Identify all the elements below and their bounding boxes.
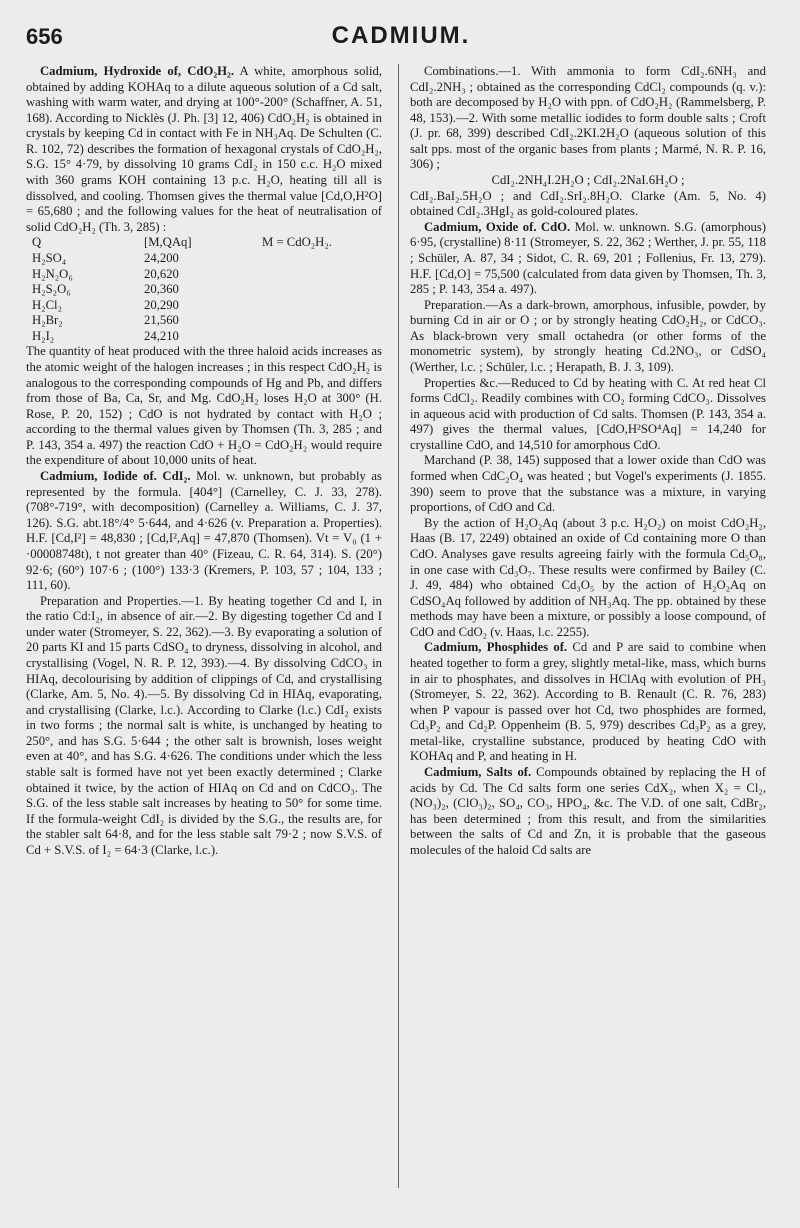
formula-line: CdI₂.2NH₄I.2H₂O ; CdI₂.2NaI.6H₂O ;: [491, 173, 685, 188]
entry-text: Cd and P are said to combine when heated together to form a grey, slightly metal-like, mass, which burns in air to phosphates, and dissolves in HClAq with evolution of PH₃ (Stromeyer, S. 22, 362). According to B. Renault (C. R. 76, 283) when P vapour is passed over hot Cd, two phosphides are formed, Cd₃P₂ and Cd₂P. Oppenheim (B. 5, 979) describes Cd₃P₂ as a grey, metal-like, crystalline substance, produced by heating CdO with KOHAq and P, and heating in H.: [410, 640, 766, 764]
paragraph: By the action of H₂O₂Aq (about 3 p.c. H₂O₂) on moist CdO₂H₂, Haas (B. 17, 2249) obtained an oxide of Cd containing more O than CdO. Analyses gave results agreeing fairly with the formula Cd₅O₈, in one case with Cd₃O₇. These results were confirmed by Bailey (C. J. 49, 484) who obtained Cd₃O₅ by the action of H₂O₂Aq on CdSO₄Aq followed by addition of NH₃Aq. The pp. obtained by these methods may have been a mixture, or possibly a loose compound, of CdO and CdO₂ (v. Haas, l.c. 2255).: [410, 515, 766, 639]
table-header: M = CdO₂H₂.: [262, 235, 332, 250]
table-row: [26, 298, 382, 314]
entry-text: Mol. w. unknown. S.G. (amorphous) 6·95, (crystalline) 8·11 (Stromeyer, S. 22, 362 ; Werther, J. pr. 55, 118 ; Schüler, A. 87, 34 ; Sidot, C. R. 69, 201 ; Follenius, Fr. 13, 279). H.F. [Cd,O] = 75,500 (calculated from data given by Thomsen, Th. 3, 285 ; P. 143, 354 a. 497).: [410, 219, 766, 297]
table-row: [26, 267, 382, 283]
paragraph: The quantity of heat produced with the three haloid acids increases as the atomic weight of the halogen increases ; in this respect CdO₂H₂ is analogous to the corresponding compounds of Hg and Pb, and differs from those of Ba, Ca, Sr, and Mg. CdO₂H₂ loses H₂O at 300° (H. Rose, P. 20, 152) ; CdO is not hydrated by contact with H₂O ; according to the thermal values given by Thomsen (Th. 3, 285 ; and P. 143, 354 a. 497) the reaction CdO + H₂O = CdO₂H₂ would require the expenditure of about 10,000 units of heat.: [26, 344, 382, 468]
entry-text: A white, amorphous solid, obtained by adding KOHAq to a dilute aqueous solution of a Cd salt, washing with warm water, and drying at 100°-200° (Schaffner, A. 51, 168). According to Nicklès (J. Ph. [3] 12, 406) CdO₂H₂ is obtained in crystals by keeping Cd in contact with Fe in NH₃Aq. De Schulten (C. R. 102, 72) describes the formation of hexagonal crystals of CdO₂H₂, S.G. 15° 4·79, by dissolving 10 grams CdI₂ in 150 c.c. H₂O mixed with 360 grams KOH containing 13 p.c. H₂O, heating till all is dissolved, and cooling. Thomsen gives the thermal value [Cd,O,H²O] = 65,680 ; and the following values for the heat of neutralisation of solid CdO₂H₂ (Th. 3, 285) :: [26, 64, 383, 234]
table-cell: H₂Br₂: [32, 313, 63, 328]
paragraph: Marchand (P. 38, 145) supposed that a lower oxide than CdO was formed when CdC₂O₄ was heated ; but Vogel's experiments (J. 1855. 390) seem to prove that the substance was a mixture, in varying proportions, of CdO and Cd.: [410, 453, 766, 515]
page-header: [26, 20, 776, 54]
table-cell: 24,210: [144, 328, 179, 343]
table-header: [M,QAq]: [144, 235, 192, 250]
entry-oxide: [410, 220, 766, 298]
entry-text: Compounds obtained by replacing the H of acids by Cd. The Cd salts form one series CdX₂, when X₂ = Cl₂, (NO₃)₂, (ClO₃)₂, SO₄, CO₃, HPO₄, &c. The V.D. of one salt, CdBr₂, has been determined ; from this result, and from the similarities between the salts of Cd and Zn, it is probable that the gaseous molecules of the haloid Cd salts are: [410, 765, 766, 857]
table-cell: H₂N₂O₆: [32, 266, 73, 281]
headword: Cadmium, Hydroxide of, CdO₂H₂.: [40, 64, 234, 78]
entry-phosphides: [410, 640, 766, 765]
neutralisation-table: [26, 235, 382, 344]
paragraph: CdI₂.BaI₂.5H₂O ; and CdI₂.SrI₂.8H₂O. Clarke (Am. 5, No. 4) obtained CdI₂.3HgI₂ as gold-coloured plates.: [410, 188, 766, 219]
table-header: Q: [32, 235, 42, 250]
page-number: 656: [26, 24, 63, 49]
table-header-row: [26, 235, 382, 251]
table-cell: 20,620: [144, 266, 179, 281]
entry-hydroxide: [26, 64, 382, 235]
table-cell: H₂Cl₂: [32, 297, 62, 312]
headword: Cadmium, Salts of.: [424, 765, 532, 780]
column-divider: [398, 64, 399, 1188]
paragraph: Preparation.—As a dark-brown, amorphous, infusible, powder, by burning Cd in air or O ; or by strongly heating CdO₂H₂, or CdCO₃. As black-brown very small octahedra (or other forms of the monometric system), by strongly heating Cd.2NO₃, or CdSO₄ (Werther, l.c. ; Schüler, l.c. ; Herapath, B. J. 3, 109).: [410, 297, 766, 374]
table-cell: H₂SO₄: [32, 250, 67, 265]
headword: Cadmium, Iodide of. CdI₂.: [40, 469, 191, 484]
entry-iodide: [26, 469, 382, 594]
entry-text: Mol. w. unknown, but probably as represented by the formula. [404°] (Carnelley, C. J. 33, 278). (708°-719°, with decomposition) (Carnelley a. Williams, C. J. 37, 126). S.G. abt.18°/4° 5·644, and 4·626 (v. Preparation a. Properties). H.F. [Cd,I²] = 48,830 ; [Cd,I²,Aq] = 47,870 (Thomsen). Vt = V₀ (1 + ·00008748t), t not greater than 40° (Fizeau, C. R. 64, 314). S. (20°) 92·6; (60°) 107·6 ; (100°) 133·3 (Kremers, P. 103, 57 ; 104, 133 ; 111, 60).: [26, 469, 382, 593]
paragraph: Preparation and Properties.—1. By heating together Cd and I, in the ratio Cd:I₂, in absence of air.—2. By digesting together Cd and I under water (Stromeyer, S. 22, 362).—3. By evaporating a solution of 20 parts KI and 15 parts CdSO₄ to dryness, dissolving in alcohol, and crystallising (Vogel, N. R. P. 12, 393).—4. By dissolving CdCO₃ in HIAq, decolourising by addition of clippings of Cd, and crystallising (Clarke, Am. 5, No. 4).—5. By dissolving Cd in HIAq, evaporating, and crystallising (Clarke, l.c.). According to Clarke (l.c.) CdI₂ exists in two forms ; the normal salt is white, is unchanged by heating to 250°, and has S.G. 5·644 ; the other salt is brownish, loses weight even at 40°, and has S.G. 4·626. The conditions under which the less stable salt is formed have not yet been exactly determined ; Clarke obtained it twice, by the action of HIAq on Cd and on CdCO₃. The S.G. of the less stable salt increases by heating to 50° for some time. If the formula-weight CdI₂ is divided by the S.G., the results are, for the stabler salt 64·8, and for the less stable salt 79·2 ; now S.V.S. of Cd + S.V.S. of I₂ = 64·3 (Clarke, l.c.).: [26, 593, 382, 857]
table-row: [26, 313, 382, 329]
table-row: [26, 329, 382, 345]
table-cell: 24,200: [144, 250, 179, 265]
entry-salts: [410, 765, 766, 858]
table-row: [26, 251, 382, 267]
table-cell: 21,560: [144, 313, 179, 328]
left-column: [26, 64, 382, 858]
paragraph: Properties &c.—Reduced to Cd by heating with C. At red heat Cl forms CdCl₂. Readily combines with CO₂ forming CdCO₃. Dissolves in aqueous acid with production of Cd salts. Thomsen (P. 143, 354 a. 497) gives the thermal values, [CdO,H²SO⁴Aq] = 14,240 for crystalline CdO, and 14,510 for amorphous CdO.: [410, 375, 766, 452]
right-column: [410, 64, 766, 858]
paragraph: Combinations.—1. With ammonia to form CdI₂.6NH₃ and CdI₂.2NH₃ ; obtained as the corresponding CdCl₂ compounds (q. v.): both are decomposed by H₂O with ppn. of CdO₂H₂ (Rammelsberg, P. 48, 153).—2. With some metallic iodides to form double salts ; Croft (J. pr. 68, 399) described CdI₂.2KI.2H₂O (aqueous solution of this salt pps. most of the organic bases from plants ; Marmé, N. R. P. 16, 306) ;: [410, 64, 766, 172]
table-cell: H₂S₂O₆: [32, 282, 71, 297]
table-row: [26, 282, 382, 298]
running-head: CADMIUM.: [331, 22, 471, 49]
headword: Cadmium, Oxide of. CdO.: [424, 219, 571, 234]
table-cell: 20,360: [144, 282, 179, 297]
headword: Cadmium, Phosphides of.: [424, 640, 568, 655]
table-cell: H₂I₂: [32, 328, 55, 343]
table-cell: 20,290: [144, 297, 179, 312]
